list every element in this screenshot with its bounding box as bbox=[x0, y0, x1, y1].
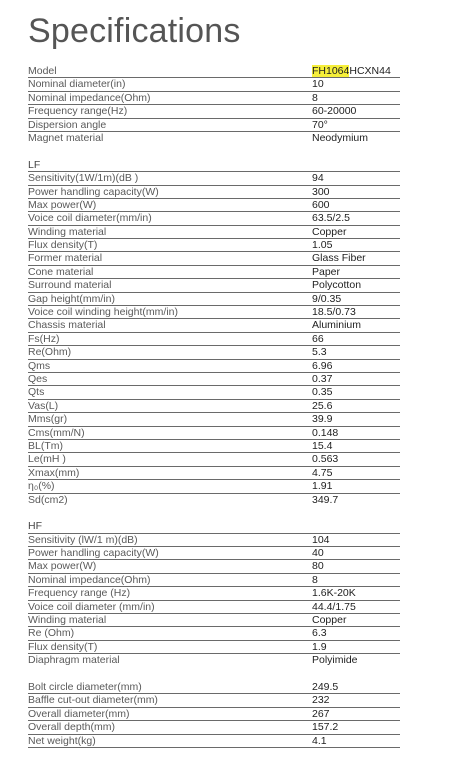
spec-value: 6.3 bbox=[312, 627, 327, 640]
spacer bbox=[28, 507, 400, 520]
spec-row bbox=[28, 252, 400, 265]
spec-row bbox=[28, 306, 400, 319]
spec-label: Diaphragm material bbox=[28, 654, 120, 667]
spec-row bbox=[28, 547, 400, 560]
spec-row bbox=[28, 601, 400, 614]
spec-label: Sensitivity(1W/1m)(dB ) bbox=[28, 172, 139, 185]
spec-label: Surround material bbox=[28, 279, 112, 292]
spec-value: 15.4 bbox=[312, 439, 333, 452]
spec-label: Net weight(kg) bbox=[28, 734, 96, 747]
spec-label: Winding material bbox=[28, 225, 107, 238]
spec-value: Aluminium bbox=[312, 319, 362, 332]
spec-row bbox=[28, 708, 400, 721]
spec-row bbox=[28, 346, 400, 359]
spacer bbox=[28, 145, 400, 158]
spec-label: Former material bbox=[28, 252, 103, 265]
spec-label: Sensitivity (lW/1 m)(dB) bbox=[28, 533, 138, 546]
spec-row bbox=[28, 226, 400, 239]
spec-row bbox=[28, 681, 400, 694]
spec-label: Qes bbox=[28, 372, 48, 385]
spec-label: Sd(cm2) bbox=[28, 493, 68, 506]
spec-value: 349.7 bbox=[312, 493, 339, 506]
mounting-specs bbox=[28, 681, 400, 748]
spec-row bbox=[28, 694, 400, 707]
spec-value: 300 bbox=[312, 185, 330, 198]
spec-value: Neodymium bbox=[312, 131, 369, 144]
spec-label: Power handling capacity(W) bbox=[28, 185, 159, 198]
spec-row bbox=[28, 467, 400, 480]
spec-label: Model bbox=[28, 65, 57, 77]
spec-row bbox=[28, 319, 400, 332]
spec-label: Power handling capacity(W) bbox=[28, 547, 159, 560]
spec-row bbox=[28, 199, 400, 212]
spec-value: Polyimide bbox=[312, 654, 358, 667]
spec-row bbox=[28, 373, 400, 386]
spec-row bbox=[28, 132, 400, 145]
spec-label: Cms(mm/N) bbox=[28, 426, 85, 439]
section-title-hf: HF bbox=[28, 520, 400, 533]
spec-row bbox=[28, 212, 400, 225]
spec-row bbox=[28, 92, 400, 105]
spec-value: 8 bbox=[312, 91, 318, 104]
spec-row bbox=[28, 735, 400, 748]
spec-row bbox=[28, 400, 400, 413]
spec-row bbox=[28, 587, 400, 600]
spec-row bbox=[28, 480, 400, 493]
spec-value: 6.96 bbox=[312, 359, 333, 372]
spec-value: 25.6 bbox=[312, 399, 333, 412]
spec-row bbox=[28, 453, 400, 466]
spec-label: Nominal diameter(in) bbox=[28, 78, 126, 91]
spec-label: Max power(W) bbox=[28, 198, 97, 211]
spec-row bbox=[28, 574, 400, 587]
spec-row bbox=[28, 440, 400, 453]
spec-label: Flux density(T) bbox=[28, 239, 98, 252]
spec-label: Nominal impedance(Ohm) bbox=[28, 573, 151, 586]
spec-value: Copper bbox=[312, 225, 347, 238]
spec-row bbox=[28, 78, 400, 91]
spec-label: Le(mH ) bbox=[28, 453, 66, 466]
spec-value: 1.91 bbox=[312, 480, 333, 493]
page-title: Specifications bbox=[28, 12, 241, 50]
spec-label: Mms(gr) bbox=[28, 413, 68, 426]
spec-row bbox=[28, 239, 400, 252]
spec-value: 232 bbox=[312, 694, 330, 707]
spec-value: 10 bbox=[312, 78, 324, 91]
spec-value: 40 bbox=[312, 547, 324, 560]
hf-specs bbox=[28, 534, 400, 668]
spec-label: Dispersion angle bbox=[28, 118, 107, 131]
spec-row bbox=[28, 614, 400, 627]
spec-label: Magnet material bbox=[28, 131, 104, 144]
spec-value: 1.6K-20K bbox=[312, 587, 356, 600]
spec-label: η₀(%) bbox=[28, 480, 55, 493]
section-title-lf: LF bbox=[28, 159, 400, 172]
spec-row bbox=[28, 105, 400, 118]
spec-value: 0.563 bbox=[312, 453, 339, 466]
spec-label: Voice coil diameter (mm/in) bbox=[28, 600, 155, 613]
spec-label: Nominal impedance(Ohm) bbox=[28, 91, 151, 104]
spec-label: Winding material bbox=[28, 614, 107, 627]
spec-value: 104 bbox=[312, 533, 330, 546]
spec-label: BL(Tm) bbox=[28, 439, 63, 452]
model-suffix: HCXN44 bbox=[349, 65, 391, 77]
spec-row bbox=[28, 293, 400, 306]
spec-label: Fs(Hz) bbox=[28, 332, 60, 345]
spec-value: 5.3 bbox=[312, 346, 327, 359]
spec-value: 66 bbox=[312, 332, 324, 345]
spec-row bbox=[28, 494, 400, 507]
spec-value: 0.37 bbox=[312, 372, 333, 385]
spec-value: 267 bbox=[312, 707, 330, 720]
spec-value: 8 bbox=[312, 573, 318, 586]
spec-row bbox=[28, 333, 400, 346]
model-highlight: FH1064 bbox=[312, 65, 350, 77]
spec-value: 44.4/1.75 bbox=[312, 600, 356, 613]
spec-value: 249.5 bbox=[312, 680, 339, 693]
spec-label: Qts bbox=[28, 386, 45, 399]
spec-value: Copper bbox=[312, 614, 347, 627]
spec-label: Gap height(mm/in) bbox=[28, 292, 115, 305]
spec-row bbox=[28, 560, 400, 573]
spec-row bbox=[28, 654, 400, 667]
spec-label: Frequency range (Hz) bbox=[28, 587, 131, 600]
spec-value: 63.5/2.5 bbox=[312, 212, 350, 225]
spec-row bbox=[28, 721, 400, 734]
spec-value: 0.35 bbox=[312, 386, 333, 399]
spec-row bbox=[28, 427, 400, 440]
spec-table bbox=[28, 65, 400, 748]
spec-value: 39.9 bbox=[312, 413, 333, 426]
spec-label: Re (Ohm) bbox=[28, 627, 75, 640]
spec-value: 94 bbox=[312, 172, 324, 185]
spec-value: 157.2 bbox=[312, 721, 339, 734]
spec-row bbox=[28, 172, 400, 185]
spec-label: Qms bbox=[28, 359, 51, 372]
spec-row bbox=[28, 386, 400, 399]
spec-label: Flux density(T) bbox=[28, 640, 98, 653]
spec-value: 4.1 bbox=[312, 734, 327, 747]
spec-value: 1.05 bbox=[312, 239, 333, 252]
spec-label: Cone material bbox=[28, 265, 94, 278]
spec-value: 70° bbox=[312, 118, 328, 131]
spec-value: Paper bbox=[312, 265, 341, 278]
spec-label: Chassis material bbox=[28, 319, 106, 332]
spec-row bbox=[28, 119, 400, 132]
spec-label: Overall depth(mm) bbox=[28, 721, 115, 734]
spec-value: 4.75 bbox=[312, 466, 333, 479]
spec-row bbox=[28, 627, 400, 640]
spec-row bbox=[28, 641, 400, 654]
lf-specs bbox=[28, 172, 400, 507]
spec-row bbox=[28, 413, 400, 426]
spec-row bbox=[28, 534, 400, 547]
spec-label: Overall diameter(mm) bbox=[28, 707, 130, 720]
spec-value: 0.148 bbox=[312, 426, 339, 439]
spec-row bbox=[28, 266, 400, 279]
spec-label: Baffle cut-out diameter(mm) bbox=[28, 694, 158, 707]
spec-label: Max power(W) bbox=[28, 560, 97, 573]
spec-row bbox=[28, 279, 400, 292]
general-specs bbox=[28, 78, 400, 145]
spec-label: Voice coil diameter(mm/in) bbox=[28, 212, 152, 225]
spec-label: Re(Ohm) bbox=[28, 346, 72, 359]
spec-row-model bbox=[28, 65, 400, 78]
spec-label: Vas(L) bbox=[28, 399, 59, 412]
spacer bbox=[28, 668, 400, 681]
spec-label: Voice coil winding height(mm/in) bbox=[28, 306, 178, 319]
spec-value: 9/0.35 bbox=[312, 292, 342, 305]
spec-value: 60-20000 bbox=[312, 105, 357, 118]
spec-row bbox=[28, 360, 400, 373]
spec-label: Frequency range(Hz) bbox=[28, 105, 128, 118]
spec-value: 600 bbox=[312, 198, 330, 211]
spec-value: 18.5/0.73 bbox=[312, 306, 356, 319]
spec-label: Bolt circle diameter(mm) bbox=[28, 680, 142, 693]
spec-value: 80 bbox=[312, 560, 324, 573]
spec-value bbox=[312, 65, 400, 77]
spec-value: Polycotton bbox=[312, 279, 362, 292]
spec-value: 1.9 bbox=[312, 640, 327, 653]
spec-row bbox=[28, 186, 400, 199]
spec-value: Glass Fiber bbox=[312, 252, 366, 265]
spec-label: Xmax(mm) bbox=[28, 466, 80, 479]
